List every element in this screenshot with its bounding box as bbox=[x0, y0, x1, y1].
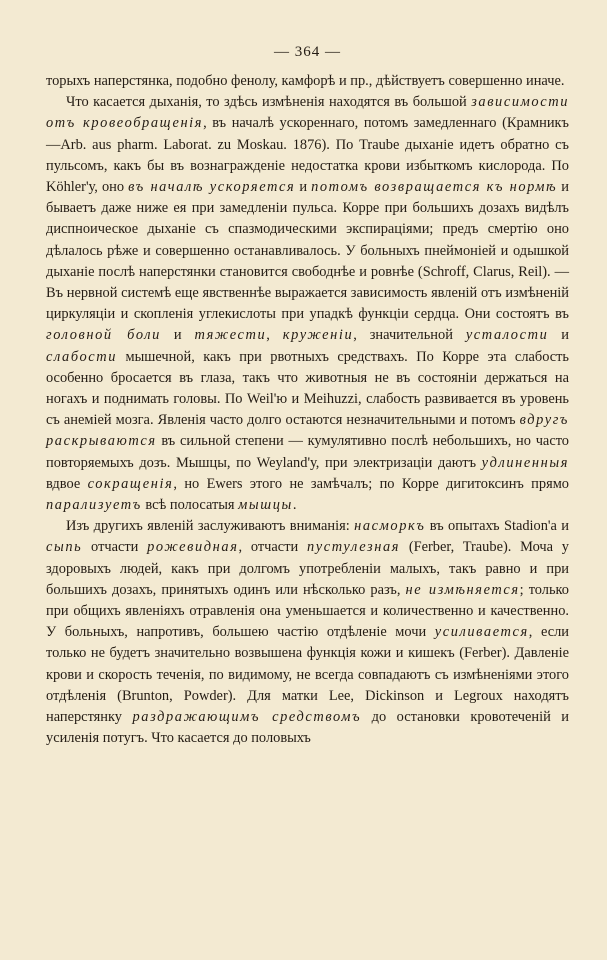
emphasized-text: вдругъ раскрываются bbox=[46, 412, 569, 450]
emphasized-text: усталости bbox=[465, 327, 549, 344]
emphasized-text: удлиненныя bbox=[481, 454, 569, 471]
text-run: до остановки кровотеченій и усиленія потугъ. Что касается до половыхъ bbox=[46, 709, 569, 747]
text-run: отчасти bbox=[82, 539, 148, 556]
emphasized-text: раздражающимъ средствомъ bbox=[132, 709, 362, 726]
emphasized-text: пустулезная bbox=[306, 539, 401, 556]
emphasized-text: не измѣняется bbox=[405, 581, 520, 598]
text-run: всѣ полосатыя bbox=[141, 497, 239, 514]
text-run: Что касается дыханія, то здѣсь измѣненія находятся въ большой bbox=[66, 94, 472, 111]
text-run: , значительной bbox=[353, 327, 466, 344]
text-run: , но Ewers этого не замѣчалъ; по Корре дигитоксинъ прямо bbox=[173, 475, 570, 492]
text-run: въ опытахъ Stadion'а и bbox=[425, 518, 569, 535]
emphasized-text: насморкъ bbox=[354, 518, 426, 535]
text-run: и bbox=[295, 179, 312, 196]
text-run: и бываетъ даже ниже ея при замедленіи пульса. Корре при большихъ дозахъ видѣлъ диспноическое дыханіе съ спазмодическими экспираціями; предъ смертію оно дѣлалось рѣже и совершенно останавливалось. У больныхъ пнеймоніей и одышкой дыханіе послѣ наперстянки становится свободнѣе и ровнѣе (Schroff, Clarus, Reil). — Въ нервной системѣ еще явственнѣе выражается зависимость явленій отъ измѣненій циркуляціи и скопленія углекислоты при упадкѣ функціи сердца. Они состоятъ въ bbox=[46, 179, 569, 323]
emphasized-text: зависимости отъ кровеобращенія bbox=[46, 94, 569, 132]
emphasized-text: потомъ возвращается къ нормѣ bbox=[311, 179, 558, 196]
body-text bbox=[46, 71, 569, 750]
text-run: , въ началѣ ускореннаго, потомъ замедленнаго (Крамникъ—Arb. aus pharm. Laborat. zu Moskau. 1876). По Traube дыханіе идетъ обратно съ пульсомъ, какъ бы въ вознагражденіе недостатка крови избыткомъ кислорода. По Köhler'у, оно bbox=[46, 115, 569, 196]
emphasized-text: слабости bbox=[46, 348, 118, 365]
paragraph bbox=[46, 71, 569, 92]
emphasized-text: тяжести bbox=[194, 327, 267, 344]
emphasized-text: мышцы bbox=[238, 497, 293, 514]
text-run: , отчасти bbox=[238, 539, 307, 556]
text-run: . bbox=[292, 497, 297, 514]
emphasized-text: парализуетъ bbox=[46, 497, 142, 514]
text-run: вдвое bbox=[46, 475, 88, 492]
emphasized-text: круженіи bbox=[282, 327, 354, 344]
emphasized-text: въ началѣ ускоряется bbox=[128, 179, 296, 196]
emphasized-text: усиливается bbox=[434, 624, 529, 641]
emphasized-text: головной боли bbox=[46, 327, 161, 344]
text-run: (Ferber, Traube). Моча у здоровыхъ людей, какъ при долгомъ употребленіи малыхъ, такъ равно и при большихъ дозахъ, принятыхъ одинъ или нѣсколько разъ, bbox=[46, 539, 569, 598]
text-run: торыхъ наперстянка, подобно фенолу, камфорѣ и пр., дѣйствуетъ совершенно иначе. bbox=[46, 73, 565, 89]
emphasized-text: сыпь bbox=[46, 539, 83, 556]
text-run: , если только не будетъ значительно возвышена функція кожи и кишекъ (Ferber). Давленіе крови и скорость теченія, по видимому, не всегда совпадаютъ съ измѣненіями этого отдѣленія (Brunton, Powder). Для матки Lee, Dickinson и Legroux находятъ наперстянку bbox=[46, 624, 569, 726]
paragraph bbox=[46, 516, 569, 749]
text-run: въ сильной степени — кумулятивно послѣ небольшихъ, но часто повторяемыхъ дозъ. Мышцы, по Weyland'у, при электризаціи даютъ bbox=[46, 433, 569, 471]
emphasized-text: сокращенія bbox=[87, 475, 174, 492]
text-run: и bbox=[548, 327, 569, 344]
text-run: ; только при общихъ явленіяхъ отравленія она уменьшается и количественно и качественно. У больныхъ, напротивъ, большею частію отдѣленіе мочи bbox=[46, 581, 569, 641]
paragraph bbox=[46, 92, 569, 516]
text-run: мышечной, какъ при рвотныхъ средствахъ. По Корре эта слабость особенно бросается въ глаза, такъ что животныя не въ состояніи держаться на ногахъ и поднимать головы. По Weil'ю и Meihuzzi, слабость развивается въ уровень съ анеміей мозга. Явленія часто долго остаются незначительными и потомъ bbox=[46, 348, 569, 429]
page-number: — 364 — bbox=[274, 44, 341, 60]
text-run: , bbox=[266, 327, 283, 344]
text-run: Изъ другихъ явленій заслуживаютъ вниманія: bbox=[66, 518, 355, 535]
emphasized-text: рожевидная bbox=[147, 539, 239, 556]
text-run: и bbox=[160, 327, 195, 344]
